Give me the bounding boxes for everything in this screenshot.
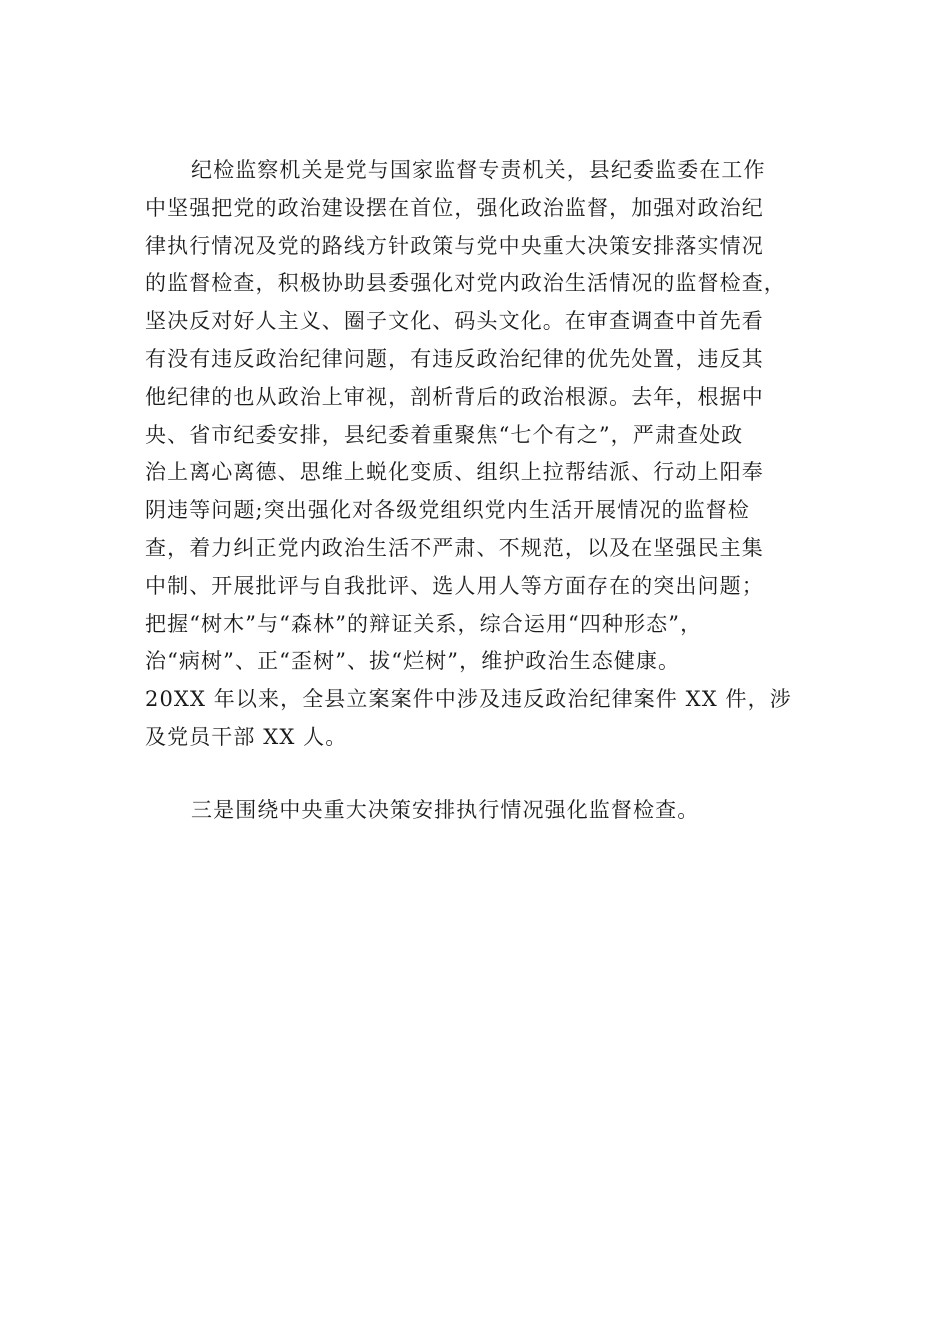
paragraph-line: 的监督检查，积极协助县委强化对党内政治生活情况的监督检查， <box>145 271 786 296</box>
paragraph-line: 阴违等问题;突出强化对各级党组织党内生活开展情况的监督检 <box>145 498 750 523</box>
paragraph-line: 纪检监察机关是党与国家监督专责机关，县纪委监委在工作 <box>191 158 766 182</box>
section-heading-line: 三是围绕中央重大决策安排执行情况强化监督检查。 <box>191 797 700 822</box>
paragraph-line: 20XX 年以来，全县立案案件中涉及违反政治纪律案件 XX 件，涉 <box>145 687 792 712</box>
paragraph-spacing <box>145 757 815 792</box>
paragraph-line: 有没有违反政治纪律问题，有违反政治纪律的优先处置，违反其 <box>145 346 764 371</box>
paragraph-line: 中坚强把党的政治建设摆在首位，强化政治监督，加强对政治纪 <box>145 195 764 220</box>
document-body <box>145 152 815 830</box>
paragraph-discipline-supervision <box>145 152 815 757</box>
paragraph-line: 他纪律的也从政治上审视，剖析背后的政治根源。去年，根据中 <box>145 384 764 409</box>
paragraph-line: 查，着力纠正党内政治生活不严肃、不规范，以及在坚强民主集 <box>145 535 764 560</box>
paragraph-line: 中制、开展批评与自我批评、选人用人等方面存在的突出问题； <box>145 573 764 598</box>
paragraph-line: 及党员干部 XX 人。 <box>145 724 348 749</box>
paragraph-line: 把握“树木”与“森林”的辩证关系，综合运用“四种形态”， <box>145 611 703 636</box>
paragraph-section-three <box>145 792 815 830</box>
paragraph-line: 治上离心离德、思维上蜕化变质、组织上拉帮结派、行动上阳奉 <box>145 460 764 485</box>
paragraph-line: 坚决反对好人主义、圈子文化、码头文化。在审查调查中首先看 <box>145 309 764 334</box>
paragraph-line: 央、省市纪委安排，县纪委着重聚焦“七个有之”，严肃查处政 <box>145 422 744 447</box>
paragraph-line: 治“病树”、正“歪树”、拔“烂树”，维护政治生态健康。 <box>145 649 681 674</box>
paragraph-line: 律执行情况及党的路线方针政策与党中央重大决策安排落实情况 <box>145 233 764 258</box>
